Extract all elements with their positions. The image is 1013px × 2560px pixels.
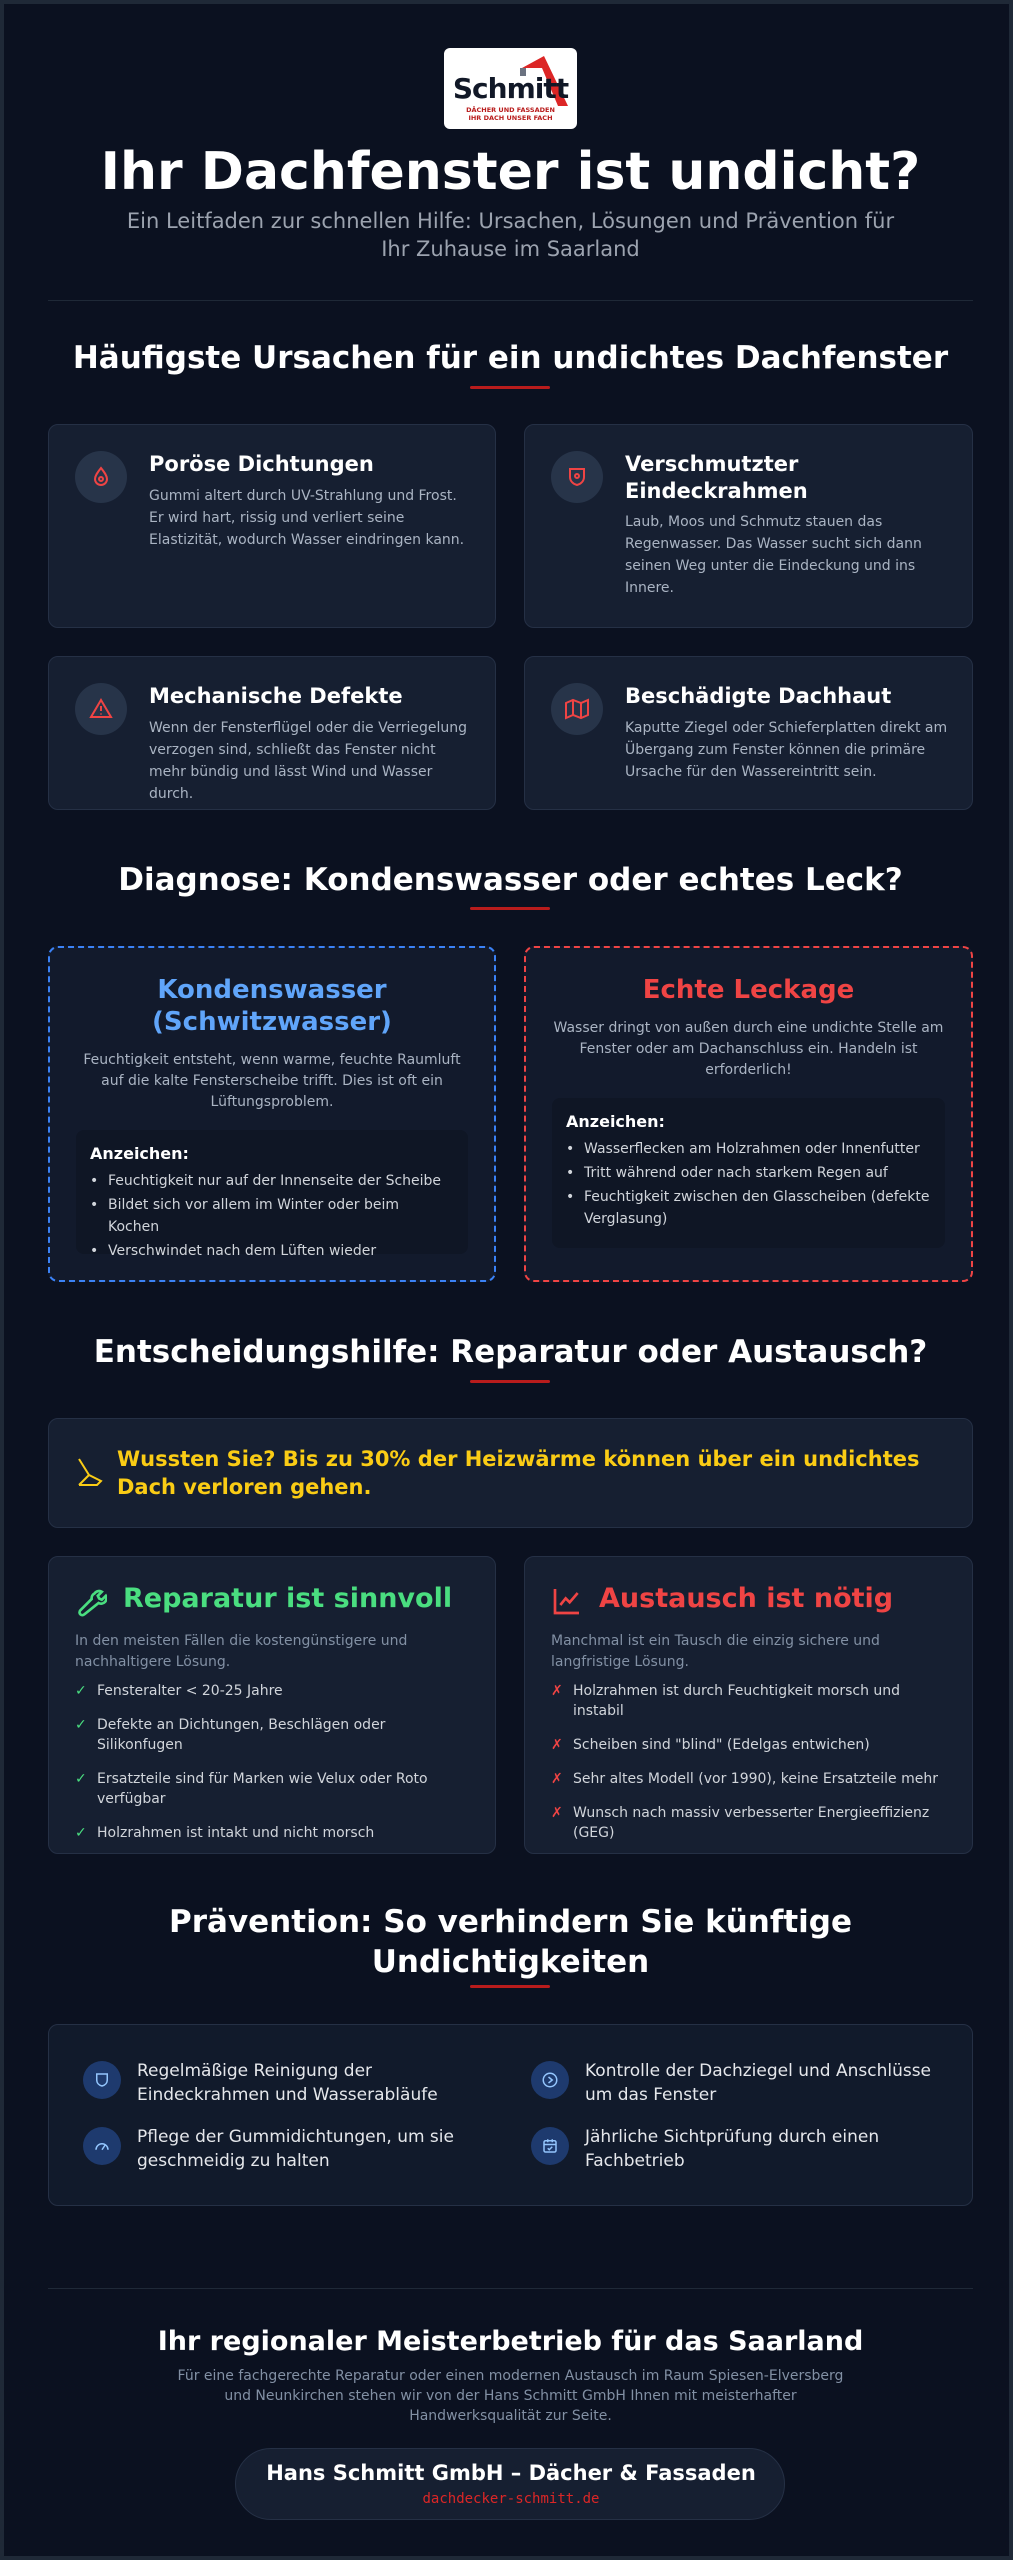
replace-title: Austausch ist nötig bbox=[599, 1583, 894, 1614]
divider bbox=[48, 300, 973, 301]
signs-title: Anzeichen: bbox=[90, 1144, 189, 1163]
list-item: • Bildet sich vor allem im Winter oder beim Kochen bbox=[90, 1194, 454, 1238]
cause-card bbox=[48, 424, 496, 628]
cause-title: Mechanische Defekte bbox=[149, 684, 403, 708]
map-icon bbox=[551, 683, 603, 735]
prevention-item bbox=[83, 2125, 497, 2173]
list-item: ✓ Fensteralter < 20-25 Jahre bbox=[75, 1683, 283, 1699]
prevention-item bbox=[531, 2059, 945, 2107]
cause-text: Kaputte Ziegel oder Schieferplatten direkt am Übergang zum Fenster können die primäre Ursache für den Wassereintritt sein. bbox=[625, 720, 948, 780]
section-underline bbox=[470, 907, 550, 910]
signs-title: Anzeichen: bbox=[566, 1112, 665, 1131]
logo-name: Schmitt bbox=[452, 72, 569, 105]
cross-icon: ✗ bbox=[551, 1805, 563, 1821]
list-item: • Verschwindet nach dem Lüften wieder bbox=[90, 1240, 454, 1262]
check-icon: ✓ bbox=[75, 1717, 87, 1733]
list-item: ✓ Defekte an Dichtungen, Beschlägen oder Silikonfugen bbox=[75, 1717, 386, 1753]
divider bbox=[48, 2288, 973, 2289]
page-title: Ihr Dachfenster ist undicht? bbox=[100, 142, 921, 202]
gavel-icon bbox=[75, 1455, 105, 1489]
cause-title: Beschädigte Dachhaut bbox=[625, 684, 892, 708]
leak-text: Wasser dringt von außen durch eine undichte Stelle am Fenster oder am Dachanschluss ein. Handeln ist erforderlich! bbox=[553, 1020, 944, 1078]
section-underline bbox=[470, 1380, 550, 1383]
repair-title: Reparatur ist sinnvoll bbox=[123, 1583, 453, 1614]
prevention-item bbox=[83, 2059, 497, 2107]
cross-icon: ✗ bbox=[551, 1771, 563, 1787]
replace-card bbox=[524, 1556, 973, 1854]
fact-box bbox=[48, 1418, 973, 1528]
cross-icon: ✗ bbox=[551, 1737, 563, 1753]
replace-subtitle: Manchmal ist ein Tausch die einzig sichere und langfristige Lösung. bbox=[551, 1633, 880, 1670]
list-item: • Feuchtigkeit nur auf der Innenseite der Scheibe bbox=[90, 1170, 454, 1192]
cause-card bbox=[524, 656, 973, 810]
leak-title: Echte Leckage bbox=[642, 975, 855, 1005]
wrench-icon bbox=[75, 1585, 107, 1617]
warning-triangle-icon bbox=[75, 683, 127, 735]
check-icon: ✓ bbox=[75, 1825, 87, 1841]
prevention-box bbox=[48, 2024, 973, 2206]
shield-icon bbox=[551, 451, 603, 503]
droplet-icon bbox=[75, 451, 127, 503]
company-name: Hans Schmitt GmbH – Dächer & Fassaden bbox=[266, 2461, 756, 2485]
cause-card bbox=[524, 424, 973, 628]
leak-signs bbox=[552, 1098, 945, 1248]
prevention-text: Regelmäßige Reinigung der Eindeckrahmen und Wasserabläufe bbox=[137, 2061, 438, 2105]
company-logo bbox=[444, 48, 577, 129]
prevention-text: Jährliche Sichtprüfung durch einen Fachbetrieb bbox=[585, 2127, 880, 2171]
causes-section-title: Häufigste Ursachen für ein undichtes Dachfenster bbox=[72, 340, 949, 376]
section-underline bbox=[470, 1985, 550, 1988]
repair-subtitle: In den meisten Fällen die kostengünstigere und nachhaltigere Lösung. bbox=[75, 1633, 408, 1670]
prevention-text: Pflege der Gummidichtungen, um sie geschmeidig zu halten bbox=[137, 2127, 454, 2171]
cause-text: Wenn der Fensterflügel oder die Verriegelung verzogen sind, schließt das Fenster nicht mehr bündig und lässt Wind und Wasser durch. bbox=[149, 720, 468, 802]
decision-section-title: Entscheidungshilfe: Reparatur oder Austausch? bbox=[93, 1334, 928, 1370]
cause-title: Poröse Dichtungen bbox=[149, 452, 374, 476]
footer-text: Für eine fachgerechte Reparatur oder einen modernen Austausch im Raum Spiesen-Elversberg und Neunkirchen stehen wir von der Hans Schmitt GmbH Ihnen mit meisterhafter Handwerksqualität zur Seite. bbox=[177, 2368, 844, 2424]
page-subtitle: Ein Leitfaden zur schnellen Hilfe: Ursachen, Lösungen und Prävention für Ihr Zuhause im Saarland bbox=[126, 209, 895, 261]
leak-card bbox=[524, 946, 973, 1282]
condensation-signs bbox=[76, 1130, 468, 1259]
cause-text: Laub, Moos und Schmutz stauen das Regenwasser. Das Wasser sucht sich dann seinen Weg unter die Eindeckung und ins Innere. bbox=[625, 514, 922, 596]
condensation-text: Feuchtigkeit entsteht, wenn warme, feuchte Raumluft auf die kalte Fensterscheibe trifft. Dies ist oft ein Lüftungsproblem. bbox=[83, 1052, 461, 1110]
cause-text: Gummi altert durch UV-Strahlung und Frost. Er wird hart, rissig und verliert seine Elastizität, wodurch Wasser eindringen kann. bbox=[149, 488, 465, 548]
check-icon: ✓ bbox=[75, 1771, 87, 1787]
prevention-section-title: Prävention: So verhindern Sie künftige Undichtigkeiten bbox=[169, 1904, 852, 1980]
calendar-icon bbox=[531, 2127, 569, 2165]
list-item: • Tritt während oder nach starkem Regen auf bbox=[566, 1162, 931, 1184]
list-item: ✓ Ersatzteile sind für Marken wie Velux oder Roto verfügbar bbox=[75, 1771, 428, 1807]
cause-title: Verschmutzter Eindeckrahmen bbox=[625, 452, 808, 503]
prevention-text: Kontrolle der Dachziegel und Anschlüsse um das Fenster bbox=[585, 2061, 932, 2105]
list-item: ✓ Holzrahmen ist intakt und nicht morsch bbox=[75, 1825, 375, 1841]
repair-list bbox=[75, 1681, 475, 1857]
condensation-title: Kondenswasser (Schwitzwasser) bbox=[152, 975, 392, 1037]
list-item: ✗ Scheiben sind "blind" (Edelgas entwichen) bbox=[551, 1737, 870, 1753]
list-item: • Wasserflecken am Holzrahmen oder Innenfutter bbox=[566, 1138, 931, 1160]
gauge-icon bbox=[83, 2127, 121, 2165]
diagnosis-section-title: Diagnose: Kondenswasser oder echtes Leck? bbox=[118, 862, 903, 898]
company-contact-pill bbox=[235, 2448, 785, 2520]
list-item: ✗ Wunsch nach massiv verbesserter Energieeffizienz (GEG) bbox=[551, 1805, 930, 1841]
cross-icon: ✗ bbox=[551, 1683, 563, 1699]
list-item: • Feuchtigkeit zwischen den Glasscheiben (defekte Verglasung) bbox=[566, 1186, 931, 1230]
replace-list bbox=[551, 1681, 952, 1857]
prevention-item bbox=[531, 2125, 945, 2173]
section-underline bbox=[470, 386, 550, 389]
compass-icon bbox=[531, 2061, 569, 2099]
list-item: ✗ Holzrahmen ist durch Feuchtigkeit morsch und instabil bbox=[551, 1683, 901, 1719]
check-icon: ✓ bbox=[75, 1683, 87, 1699]
footer-title: Ihr regionaler Meisterbetrieb für das Saarland bbox=[157, 2326, 864, 2357]
shield-icon bbox=[83, 2061, 121, 2099]
repair-card bbox=[48, 1556, 496, 1854]
list-item: ✗ Sehr altes Modell (vor 1990), keine Ersatzteile mehr bbox=[551, 1771, 938, 1787]
company-website-link[interactable]: dachdecker-schmitt.de bbox=[422, 2491, 600, 2507]
trend-chart-icon bbox=[551, 1585, 583, 1617]
condensation-card bbox=[48, 946, 496, 1282]
fact-text: Wussten Sie? Bis zu 30% der Heizwärme können über ein undichtes Dach verloren gehen. bbox=[117, 1447, 920, 1499]
logo-tagline: DÄCHER UND FASSADEN IHR DACH UNSER FACH bbox=[466, 106, 555, 122]
cause-card bbox=[48, 656, 496, 810]
